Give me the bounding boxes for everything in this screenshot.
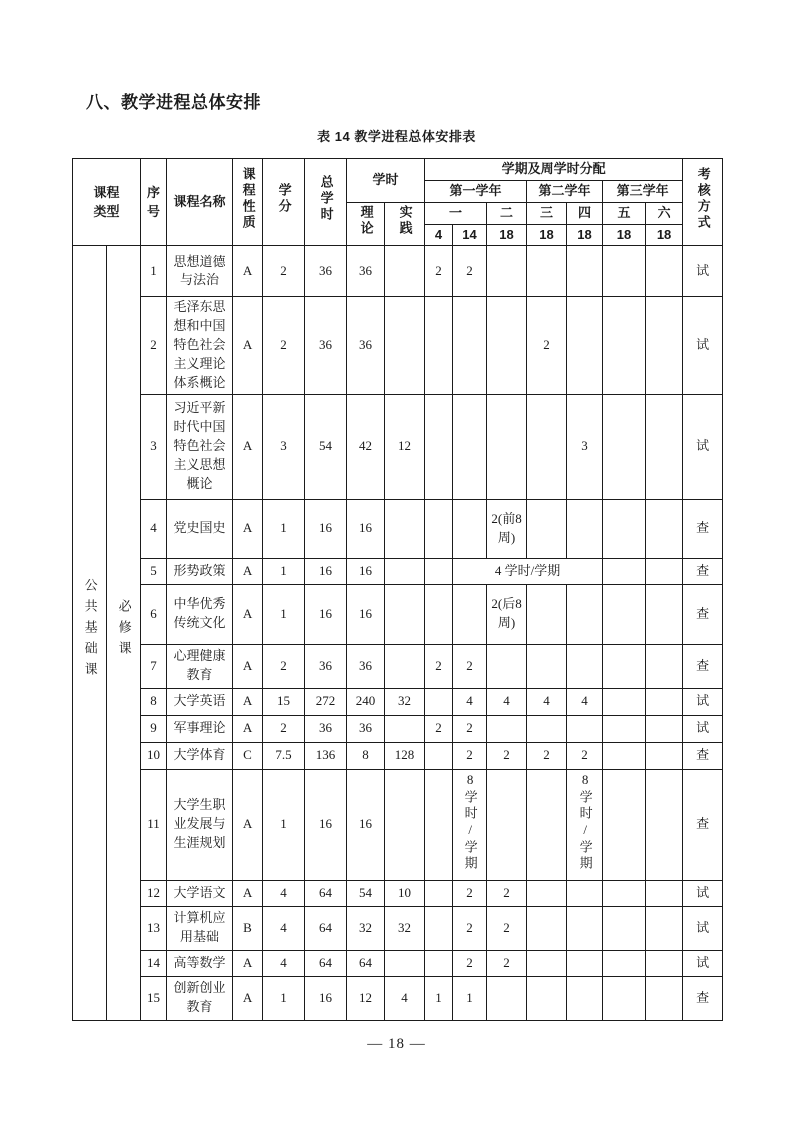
cell-credits: 2 [263, 644, 305, 688]
cell-sem-3 [527, 769, 567, 880]
course-row [73, 688, 723, 715]
cell-credits: 2 [263, 715, 305, 742]
cell-total-hours: 16 [305, 769, 347, 880]
cell-sem-4 [567, 880, 603, 906]
header-seq [141, 159, 167, 246]
cell-seq: 6 [141, 584, 167, 644]
cell-sem-1a [425, 906, 453, 950]
cell-sem-6 [646, 688, 683, 715]
category-outer-label: 公共基础课 [82, 577, 98, 683]
header-course-type-label: 课程类型 [93, 184, 120, 220]
cell-sem-4 [567, 906, 603, 950]
cell-theory-hours: 16 [347, 584, 385, 644]
cell-sem-2: 2 [487, 742, 527, 769]
section-heading: 八、教学进程总体安排 [86, 93, 261, 112]
cell-course-nature: A [233, 644, 263, 688]
course-row [73, 715, 723, 742]
cell-credits: 4 [263, 950, 305, 976]
cell-assessment: 试 [683, 950, 723, 976]
cell-seq: 9 [141, 715, 167, 742]
cell-assessment: 查 [683, 769, 723, 880]
header-weeks-6: 18 [646, 224, 683, 246]
cell-sem-1a [425, 297, 453, 394]
cell-course-name: 形势政策 [167, 558, 233, 584]
cell-sem-4 [567, 297, 603, 394]
cell-theory-hours: 36 [347, 644, 385, 688]
cell-seq: 4 [141, 499, 167, 558]
cell-theory-hours: 64 [347, 950, 385, 976]
cell-course-name: 大学体育 [167, 742, 233, 769]
cell-assessment: 试 [683, 394, 723, 499]
cell-practice-hours [385, 499, 425, 558]
cell-sem-3: 4 [527, 688, 567, 715]
cell-theory-hours: 16 [347, 769, 385, 880]
cell-sem-4 [567, 246, 603, 297]
cell-assessment: 查 [683, 584, 723, 644]
cell-sem-6 [646, 584, 683, 644]
cell-sem-1a: 2 [425, 715, 453, 742]
cell-practice-hours: 32 [385, 688, 425, 715]
cell-seq: 11 [141, 769, 167, 880]
cell-course-name: 计算机应用基础 [167, 906, 233, 950]
header-credits-label: 学分 [276, 183, 292, 216]
page-number: — 18 — [367, 1036, 426, 1052]
header-course-type [73, 159, 141, 246]
course-row [73, 584, 723, 644]
cell-seq: 5 [141, 558, 167, 584]
cell-sem-5 [603, 880, 646, 906]
table-body [73, 246, 723, 1020]
cell-sem-1b: 2 [453, 906, 487, 950]
cell-sem-5 [603, 246, 646, 297]
course-row [73, 644, 723, 688]
header-seq-label: 序号 [147, 184, 161, 220]
cell-total-hours: 64 [305, 906, 347, 950]
course-row [73, 394, 723, 499]
cell-assessment: 试 [683, 297, 723, 394]
cell-sem-1a [425, 499, 453, 558]
cell-assessment: 试 [683, 688, 723, 715]
cell-course-name: 毛泽东思想和中国特色社会主义理论体系概论 [167, 297, 233, 394]
cell-theory-hours: 240 [347, 688, 385, 715]
cell-seq: 10 [141, 742, 167, 769]
cell-theory-hours: 16 [347, 558, 385, 584]
cell-course-nature: A [233, 976, 263, 1020]
cell-sem-5 [603, 584, 646, 644]
cell-total-hours: 36 [305, 246, 347, 297]
cell-course-nature: A [233, 558, 263, 584]
cell-practice-hours [385, 644, 425, 688]
cell-sem-3 [527, 880, 567, 906]
header-theory [347, 202, 385, 246]
header-weeks-2: 18 [487, 224, 527, 246]
cell-sem-1a [425, 742, 453, 769]
cell-sem-2: 4 [487, 688, 527, 715]
cell-sem-6 [646, 976, 683, 1020]
cell-sem-4 [567, 769, 603, 880]
cell-sem-3 [527, 906, 567, 950]
cell-sem-6 [646, 394, 683, 499]
header-weeks-1a: 4 [425, 224, 453, 246]
cell-sem-5 [603, 950, 646, 976]
cell-course-nature: A [233, 880, 263, 906]
cell-course-name: 大学英语 [167, 688, 233, 715]
header-course-nature [233, 159, 263, 246]
cell-sem-4 [567, 584, 603, 644]
course-row [73, 906, 723, 950]
cell-theory-hours: 8 [347, 742, 385, 769]
cell-total-hours: 136 [305, 742, 347, 769]
category-inner-label: 必修课 [116, 598, 132, 662]
cell-seq: 2 [141, 297, 167, 394]
cell-assessment: 试 [683, 715, 723, 742]
cell-theory-hours: 36 [347, 246, 385, 297]
cell-sem-2: 2(前8周) [487, 499, 527, 558]
cell-seq: 15 [141, 976, 167, 1020]
cell-sem-3: 2 [527, 742, 567, 769]
cell-credits: 1 [263, 769, 305, 880]
cell-sem-3 [527, 584, 567, 644]
cell-sem-4-label: 8学时/学期 [577, 771, 593, 872]
cell-sem-4: 4 [567, 688, 603, 715]
cell-sem-1a: 1 [425, 976, 453, 1020]
cell-semester-span: 4 学时/学期 [453, 558, 603, 584]
header-hours: 学时 [347, 159, 425, 203]
header-theory-label: 理论 [358, 205, 374, 238]
cell-sem-5 [603, 558, 646, 584]
cell-sem-1b: 2 [453, 880, 487, 906]
cell-total-hours: 16 [305, 584, 347, 644]
cell-practice-hours: 10 [385, 880, 425, 906]
cell-sem-5 [603, 769, 646, 880]
header-sem-2: 二 [487, 202, 527, 224]
header-sem-5: 五 [603, 202, 646, 224]
cell-practice-hours: 4 [385, 976, 425, 1020]
cell-sem-2 [487, 394, 527, 499]
cell-total-hours: 36 [305, 644, 347, 688]
cell-course-name: 大学语文 [167, 880, 233, 906]
header-sem-6: 六 [646, 202, 683, 224]
category-outer [73, 246, 107, 1020]
category-inner [107, 246, 141, 1020]
cell-credits: 7.5 [263, 742, 305, 769]
cell-course-name: 心理健康教育 [167, 644, 233, 688]
cell-sem-4 [567, 976, 603, 1020]
cell-sem-1a: 2 [425, 644, 453, 688]
cell-sem-6 [646, 558, 683, 584]
cell-sem-4: 2 [567, 742, 603, 769]
cell-sem-3 [527, 394, 567, 499]
cell-practice-hours [385, 246, 425, 297]
teaching-schedule-table [72, 158, 723, 1021]
cell-sem-2 [487, 644, 527, 688]
cell-sem-5 [603, 742, 646, 769]
course-row [73, 558, 723, 584]
cell-sem-4 [567, 715, 603, 742]
cell-total-hours: 54 [305, 394, 347, 499]
cell-sem-1a [425, 394, 453, 499]
cell-sem-1b-label: 8学时/学期 [462, 771, 478, 872]
cell-assessment: 试 [683, 246, 723, 297]
cell-sem-5 [603, 499, 646, 558]
cell-practice-hours [385, 584, 425, 644]
cell-assessment: 查 [683, 558, 723, 584]
cell-sem-1b [453, 499, 487, 558]
header-practice [385, 202, 425, 246]
header-sem-3: 三 [527, 202, 567, 224]
cell-sem-6 [646, 769, 683, 880]
course-row [73, 769, 723, 880]
cell-sem-2 [487, 246, 527, 297]
cell-sem-6 [646, 499, 683, 558]
cell-sem-1b: 4 [453, 688, 487, 715]
cell-theory-hours: 42 [347, 394, 385, 499]
cell-practice-hours: 128 [385, 742, 425, 769]
cell-credits: 2 [263, 246, 305, 297]
cell-course-name: 党史国史 [167, 499, 233, 558]
cell-sem-6 [646, 880, 683, 906]
cell-course-name: 中华优秀传统文化 [167, 584, 233, 644]
cell-assessment: 查 [683, 976, 723, 1020]
header-credits [263, 159, 305, 246]
cell-sem-3 [527, 644, 567, 688]
cell-credits: 1 [263, 976, 305, 1020]
cell-sem-1a [425, 558, 453, 584]
cell-sem-2: 2 [487, 906, 527, 950]
header-course-nature-label: 课程性质 [240, 167, 256, 232]
cell-assessment: 查 [683, 499, 723, 558]
header-year-2: 第二学年 [527, 180, 603, 202]
cell-course-name: 军事理论 [167, 715, 233, 742]
cell-sem-1b: 2 [453, 742, 487, 769]
course-row [73, 297, 723, 394]
cell-sem-6 [646, 644, 683, 688]
cell-course-nature: A [233, 769, 263, 880]
cell-sem-5 [603, 976, 646, 1020]
cell-sem-1a [425, 688, 453, 715]
cell-sem-6 [646, 950, 683, 976]
cell-total-hours: 36 [305, 715, 347, 742]
cell-sem-6 [646, 297, 683, 394]
cell-sem-5 [603, 297, 646, 394]
cell-course-nature: A [233, 584, 263, 644]
header-sem-4: 四 [567, 202, 603, 224]
header-course-name: 课程名称 [167, 159, 233, 246]
cell-seq: 3 [141, 394, 167, 499]
cell-credits: 15 [263, 688, 305, 715]
cell-course-nature: A [233, 297, 263, 394]
cell-theory-hours: 36 [347, 715, 385, 742]
cell-sem-1b: 1 [453, 976, 487, 1020]
cell-sem-1a [425, 880, 453, 906]
cell-total-hours: 272 [305, 688, 347, 715]
cell-theory-hours: 36 [347, 297, 385, 394]
cell-practice-hours [385, 715, 425, 742]
cell-sem-4: 3 [567, 394, 603, 499]
cell-sem-5 [603, 394, 646, 499]
course-row [73, 499, 723, 558]
cell-sem-4 [567, 499, 603, 558]
cell-sem-2 [487, 976, 527, 1020]
cell-credits: 3 [263, 394, 305, 499]
cell-sem-1a [425, 950, 453, 976]
cell-credits: 2 [263, 297, 305, 394]
cell-practice-hours: 12 [385, 394, 425, 499]
cell-sem-2: 2 [487, 880, 527, 906]
cell-course-nature: A [233, 499, 263, 558]
cell-seq: 13 [141, 906, 167, 950]
cell-sem-5 [603, 644, 646, 688]
cell-course-nature: B [233, 906, 263, 950]
table-caption: 表 14 教学进程总体安排表 [317, 129, 476, 144]
cell-total-hours: 16 [305, 558, 347, 584]
course-row [73, 976, 723, 1020]
cell-sem-6 [646, 246, 683, 297]
cell-sem-1a: 2 [425, 246, 453, 297]
cell-theory-hours: 54 [347, 880, 385, 906]
cell-sem-4 [567, 950, 603, 976]
cell-assessment: 查 [683, 644, 723, 688]
cell-seq: 7 [141, 644, 167, 688]
cell-sem-6 [646, 906, 683, 950]
cell-sem-3 [527, 499, 567, 558]
cell-theory-hours: 12 [347, 976, 385, 1020]
header-total-hours [305, 159, 347, 246]
cell-practice-hours [385, 769, 425, 880]
cell-sem-5 [603, 715, 646, 742]
cell-sem-1b: 2 [453, 950, 487, 976]
cell-seq: 1 [141, 246, 167, 297]
cell-course-nature: C [233, 742, 263, 769]
cell-assessment: 试 [683, 880, 723, 906]
cell-sem-1b [453, 769, 487, 880]
cell-sem-1b [453, 394, 487, 499]
cell-sem-5 [603, 906, 646, 950]
cell-sem-3 [527, 950, 567, 976]
cell-course-name: 高等数学 [167, 950, 233, 976]
cell-seq: 8 [141, 688, 167, 715]
cell-sem-2: 2(后8周) [487, 584, 527, 644]
cell-sem-6 [646, 715, 683, 742]
course-row [73, 950, 723, 976]
header-semester-dist: 学期及周学时分配 [425, 159, 683, 181]
cell-course-name: 大学生职业发展与生涯规划 [167, 769, 233, 880]
cell-sem-3 [527, 246, 567, 297]
header-weeks-5: 18 [603, 224, 646, 246]
cell-sem-3: 2 [527, 297, 567, 394]
cell-course-name: 创新创业教育 [167, 976, 233, 1020]
cell-sem-2 [487, 769, 527, 880]
header-total-hours-label: 总学时 [318, 175, 334, 224]
cell-course-nature: A [233, 950, 263, 976]
cell-sem-1a [425, 584, 453, 644]
cell-credits: 4 [263, 906, 305, 950]
cell-sem-2 [487, 297, 527, 394]
cell-seq: 14 [141, 950, 167, 976]
cell-sem-5 [603, 688, 646, 715]
header-assessment [683, 159, 723, 246]
cell-course-nature: A [233, 394, 263, 499]
header-assessment-label: 考核方式 [695, 167, 711, 232]
cell-total-hours: 64 [305, 950, 347, 976]
cell-sem-1b: 2 [453, 246, 487, 297]
cell-sem-1b [453, 584, 487, 644]
cell-course-nature: A [233, 715, 263, 742]
cell-total-hours: 16 [305, 499, 347, 558]
header-sem-1: 一 [425, 202, 487, 224]
header-year-3: 第三学年 [603, 180, 683, 202]
header-practice-label: 实践 [397, 205, 413, 238]
cell-total-hours: 64 [305, 880, 347, 906]
course-row [73, 246, 723, 297]
cell-sem-2 [487, 715, 527, 742]
cell-sem-2: 2 [487, 950, 527, 976]
cell-sem-1b: 2 [453, 644, 487, 688]
course-row [73, 880, 723, 906]
cell-sem-1b: 2 [453, 715, 487, 742]
cell-theory-hours: 16 [347, 499, 385, 558]
cell-credits: 1 [263, 584, 305, 644]
cell-course-nature: A [233, 246, 263, 297]
cell-sem-4 [567, 644, 603, 688]
header-weeks-4: 18 [567, 224, 603, 246]
cell-sem-1a [425, 769, 453, 880]
header-row-1 [73, 159, 723, 181]
cell-sem-6 [646, 742, 683, 769]
cell-practice-hours: 32 [385, 906, 425, 950]
cell-total-hours: 36 [305, 297, 347, 394]
cell-practice-hours [385, 297, 425, 394]
cell-practice-hours [385, 950, 425, 976]
cell-assessment: 查 [683, 742, 723, 769]
cell-credits: 4 [263, 880, 305, 906]
cell-practice-hours [385, 558, 425, 584]
course-row [73, 742, 723, 769]
header-year-1: 第一学年 [425, 180, 527, 202]
cell-sem-1b [453, 297, 487, 394]
cell-course-name: 习近平新时代中国特色社会主义思想概论 [167, 394, 233, 499]
cell-seq: 12 [141, 880, 167, 906]
cell-total-hours: 16 [305, 976, 347, 1020]
header-weeks-1b: 14 [453, 224, 487, 246]
cell-credits: 1 [263, 499, 305, 558]
table-header [73, 159, 723, 246]
cell-course-name: 思想道德与法治 [167, 246, 233, 297]
cell-theory-hours: 32 [347, 906, 385, 950]
cell-assessment: 试 [683, 906, 723, 950]
cell-course-nature: A [233, 688, 263, 715]
header-weeks-3: 18 [527, 224, 567, 246]
cell-sem-3 [527, 715, 567, 742]
cell-credits: 1 [263, 558, 305, 584]
cell-sem-3 [527, 976, 567, 1020]
